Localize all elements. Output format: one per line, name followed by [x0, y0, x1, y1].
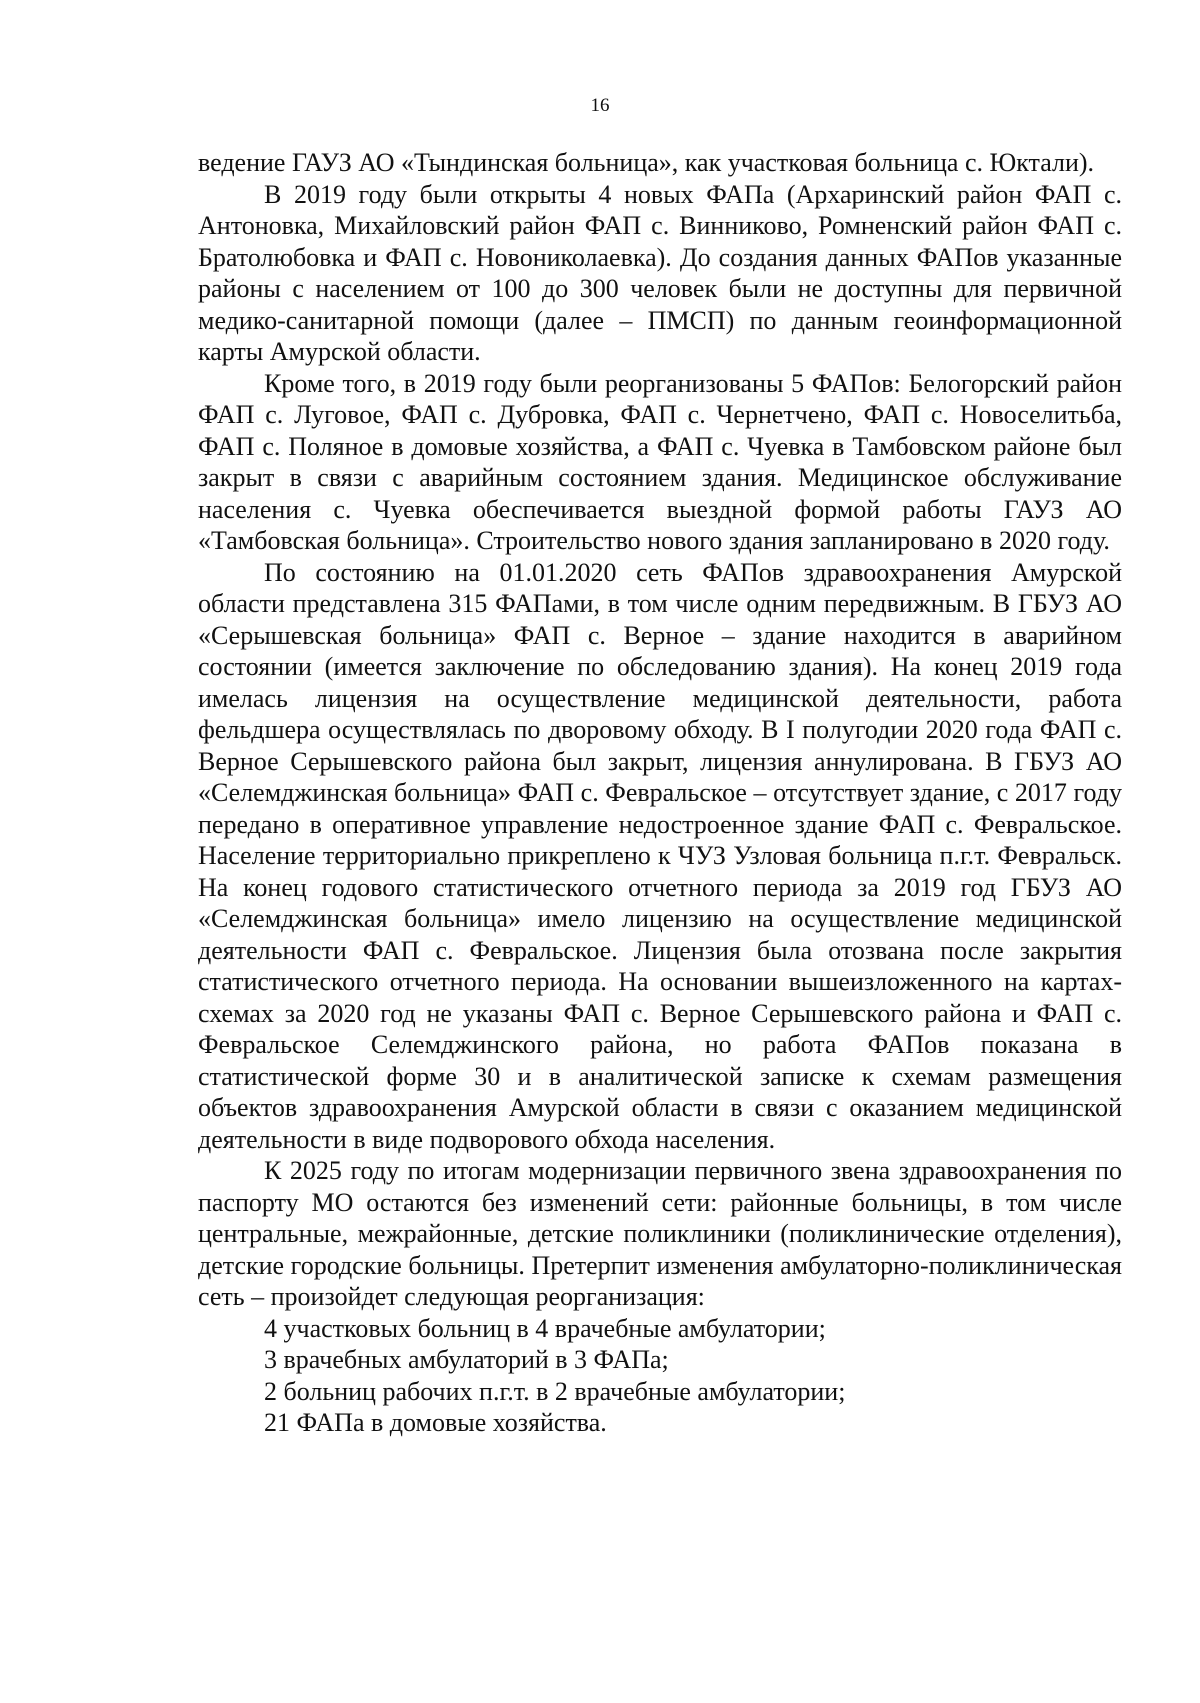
paragraph-new-fap-2019: В 2019 году были открыты 4 новых ФАПа (Архаринский район ФАП с. Антоновка, Михайловский район ФАП с. Винниково, Ромненский район ФАП с. Братолюбовка и ФАП с. Новониколаевка). До создания данных ФАПов указанные районы с населением от 100 до 300 человек были не доступны для первичной медико-санитарной помощи (далее – ПМСП) по данным геоинформационной карты Амурской области.: [198, 179, 1122, 366]
paragraph-continuation: ведение ГАУЗ АО «Тындинская больница», как участковая больница с. Юктали).: [198, 148, 1095, 177]
list-item: 3 врачебных амбулаторий в 3 ФАПа;: [264, 1345, 669, 1374]
list-item: 2 больниц рабочих п.г.т. в 2 врачебные амбулатории;: [264, 1376, 846, 1406]
page-number: 16: [590, 95, 610, 116]
paragraph-2025-modernization: К 2025 году по итогам модернизации первичного звена здравоохранения по паспорту МО остаются без изменений сети: районные больницы, в том числе центральные, межрайонные, детские поликлиники (поликлинические отделения), детские городские больницы. Претерпит изменения амбулаторно-поликлиническая сеть – произойдет следующая реорганизация:: [198, 1156, 1122, 1311]
reorganization-list: [198, 1313, 1122, 1439]
list-item: 4 участковых больниц в 4 врачебные амбулатории;: [264, 1313, 826, 1343]
list-item: 21 ФАПа в домовые хозяйства.: [264, 1408, 607, 1437]
paragraph-reorganized-fap: Кроме того, в 2019 году были реорганизованы 5 ФАПов: Белогорский район ФАП с. Луговое, ФАП с. Дубровка, ФАП с. Чернетчено, ФАП с. Новоселитьба, ФАП с. Поляное в домовые хозяйства, а ФАП с. Чуевка в Тамбовском районе был закрыт в связи с аварийным состоянием здания. Медицинское обслуживание населения с. Чуевка обеспечивается выездной формой работы ГАУЗ АО «Тамбовская больница». Строительство нового здания запланировано в 2020 году.: [198, 368, 1122, 555]
document-body: [198, 147, 1122, 1439]
paragraph-fap-network-status: По состоянию на 01.01.2020 сеть ФАПов здравоохранения Амурской области представлена 315 ФАПами, в том числе одним передвижным. В ГБУЗ АО «Серышевская больница» ФАП с. Верное – здание находится в аварийном состоянии (имеется заключение по обследованию здания). На конец 2019 года имелась лицензия на осуществление медицинской деятельности, работа фельдшера осуществлялась по дворовому обходу. В I полугодии 2020 года ФАП с. Верное Серышевского района был закрыт, лицензия аннулирована. В ГБУЗ АО «Селемджинская больница» ФАП с. Февральское – отсутствует здание, с 2017 году передано в оперативное управление недостроенное здание ФАП с. Февральское. Население территориально прикреплено к ЧУЗ Узловая больница п.г.т. Февральск. На конец годового статистического отчетного периода за 2019 год ГБУЗ АО «Селемджинская больница» имело лицензию на осуществление медицинской деятельности ФАП с. Февральское. Лицензия была отозвана после закрытия статистического отчетного периода. На основании вышеизложенного на картах-схемах за 2020 год не указаны ФАП с. Верное Серышевского района и ФАП с. Февральское Селемджинского района, но работа ФАПов показана в статистической форме 30 и в аналитической записке к схемам размещения объектов здравоохранения Амурской области в связи с оказанием медицинской деятельности в виде подворового обхода населения.: [198, 557, 1122, 1154]
